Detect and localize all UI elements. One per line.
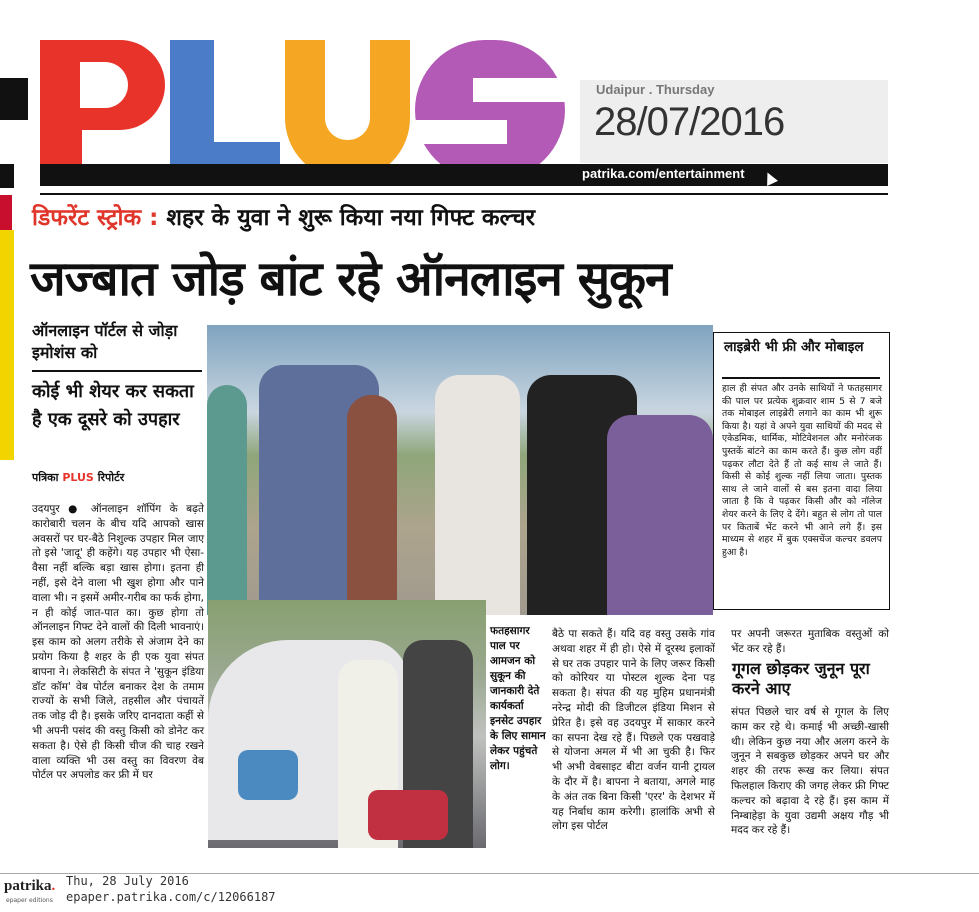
logo-text: patrika	[4, 878, 52, 894]
byline-plus: PLUS	[62, 471, 94, 484]
kicker	[32, 200, 535, 232]
byline-prefix: पत्रिका	[32, 471, 59, 484]
masthead-bar	[40, 164, 888, 186]
logo-dot: .	[51, 878, 56, 894]
byline-suffix: रिपोर्टर	[97, 471, 125, 484]
library-sidebox	[713, 332, 890, 610]
plus-letter-l	[170, 40, 280, 180]
deck-line-1: ऑनलाइन पॉर्टल से जोड़ा इमोशंस को	[32, 321, 178, 362]
photo-person	[207, 385, 247, 615]
photo-caption: फतहसागर पाल पर आमजन को सुकून की जानकारी देते कार्यकर्ता इनसेट उपहार के लिए सामान लेकर पहुंचते लोग।	[490, 625, 546, 772]
plus-letter-p	[40, 40, 170, 180]
article-column-2: बैठे पा सकते हैं। यदि वह वस्तु उसके गांव अथवा शहर में ही हो। ऐसे में दूरस्थ इलाकों से घर तक उपहार पाने के लिए जरूर किसी को कोरियर या पोस्टल शुल्क देना पड़ सकता है। संपत की यह मुहिम प्रधानमंत्री नरेन्द्र मोदी की डिजीटल इंडिया मिशन से प्रेरित है। इसे वह उदयपुर में साकार करने का सपना देख रहे हैं। पिछले एक पखवाड़े से योजना अमल में भी आ चुकी है। फिर भी अभी वेबसाइट बीटा वर्जन यानी ट्रायल के दौर में है। बापना ने बताया, अगले माह के अंत तक बिना किसी 'एरर' के देशभर में यह निर्बाध काम करेगी। हालांकि अभी से लोग इस पोर्टल	[552, 628, 715, 833]
deck-rule	[32, 370, 202, 372]
left-red-strip	[0, 195, 12, 231]
city-day: Udaipur . Thursday	[596, 82, 715, 97]
footer-url-link[interactable]: epaper.patrika.com/c/12066187	[66, 890, 276, 904]
photo-bag	[368, 790, 448, 840]
article-column-1: उदयपुर ● ऑनलाइन शॉपिंग के बढ़ते कारोबारी चलन के बीच यदि आपको खास अवसरों पर घर-बैठे निशुल्क उपहार मिल जाए तो इसे 'जादू' ही कहेंगे। यह उपहार भी ऐसा-वैसा नहीं बल्कि बड़ा खास होगा। इतना ही नहीं, इसे देने वाला भी खुश होगा और पाने वाला भी। न इसमें अमीर-गरीब का फर्क होगा, न ही कोई जात-पात का। कुछ होगा तो ऑनलाइन गिफ्ट देने वालों की दिली भावनाएं। इस काम को अलग तरीके से अंजाम देने का प्रयोग किया है शहर के ही एक युवा संपत बापना ने। लेकसिटी के संपत ने 'सुकून इंडिया डॉट कॉम' वेब पोर्टल बनाकर देश के तमाम राज्यों के सभी जिले, तहसील और पंचायतें तक जोड़ दी है। इसके जरिए दानदाता कहीं से भी अपनी पसंद की वस्तु किसी को डोनेट कर सकता है। ऐसे ही किसी चीज की चाह रखने वाला व्यक्ति भी उस वस्तु का विवरण वेब पोर्टल पर अपलोड कर फ्री में घर	[32, 503, 204, 782]
sidebox-body: हाल ही संपत और उनके साथियों ने फतहसागर की पाल पर प्रत्येक शुक्रवार शाम 5 से 7 बजे तक मोबाइल लाइब्रेरी लगाने का काम भी शुरू किया है। यहां वे अपने युवा साथियों की मदद से एकेडमिक, धार्मिक, मोटिवेशनल और मनोरंजक पुस्तकें बांटने का काम करते हैं। कुछ लोग वहीं पढ़कर लौटा देते हैं तो कई साथ ले जाते हैं। किसी से कोई शुल्क नहीं लिया जाता। पुस्तक साथ ले जाने वालों से बस इतना वादा लिया जाता है कि वे पढ़कर किसी और को नॉलेज शेयर करने के लिए दे देंगे। बहुत से लोग तो पाल पर किताबें भेंट करने भी आने लगे हैं। इस माध्यम से शहर में बुक एक्सचेंज कल्चर डवलप हुआ है।	[722, 383, 882, 558]
kicker-text: शहर के युवा ने शुरू किया नया गिफ्ट कल्चर	[166, 205, 535, 231]
patrika-logo[interactable]	[4, 878, 55, 895]
left-edge-fragment	[0, 78, 28, 188]
footer-date: Thu, 28 July 2016	[66, 874, 189, 888]
sidebox-rule	[722, 377, 880, 379]
inset-photo	[208, 600, 486, 848]
plus-letter-u	[285, 40, 410, 180]
edition-date: 28/07/2016	[594, 100, 785, 144]
photo-person	[347, 395, 397, 615]
deck-line-2: कोई भी शेयर कर सकता है एक दूसरे को उपहार	[32, 381, 194, 430]
plus-letter-s	[415, 40, 565, 180]
main-photo	[207, 325, 713, 615]
sidebox-title: लाइब्रेरी भी फ्री और मोबाइल	[724, 339, 864, 355]
article-column-3b: संपत पिछले चार वर्ष से गूगल के लिए काम कर रहे थे। कमाई भी अच्छी-खासी थी। लेकिन कुछ नया और अलग करने के जुनून ने सबकुछ छोड़कर अपने घर और शहर की तरफ रूख कर लिया। संपत फिलहाल किराए की जगह लेकर फ्री गिफ्ट कल्चर को बढ़ावा दे रहे हैं। इस काम में निम्बाहेड़ा के युवा उद्यमी अक्षय गौड़ भी मदद कर रहे हैं।	[731, 706, 889, 837]
kicker-label: डिफरेंट स्ट्रोक :	[32, 205, 159, 231]
plus-logo	[40, 40, 580, 180]
photo-person	[607, 415, 713, 615]
left-yellow-strip	[0, 230, 14, 460]
masthead-rule	[40, 193, 888, 195]
photo-person	[435, 375, 520, 615]
subheading: गूगल छोड़कर जुनून पूरा करने आए	[732, 659, 870, 698]
deck	[32, 320, 202, 434]
logo-tagline: epaper editions	[6, 897, 53, 904]
section-url-link[interactable]: patrika.com/entertainment	[582, 166, 745, 181]
headline: जज्बात जोड़ बांट रहे ऑनलाइन सुकून	[30, 251, 671, 307]
article-column-3: पर अपनी जरूरत मुताबिक वस्तुओं को भेंट कर रहे हैं।	[731, 628, 889, 655]
byline	[32, 470, 124, 485]
photo-bag	[238, 750, 298, 800]
